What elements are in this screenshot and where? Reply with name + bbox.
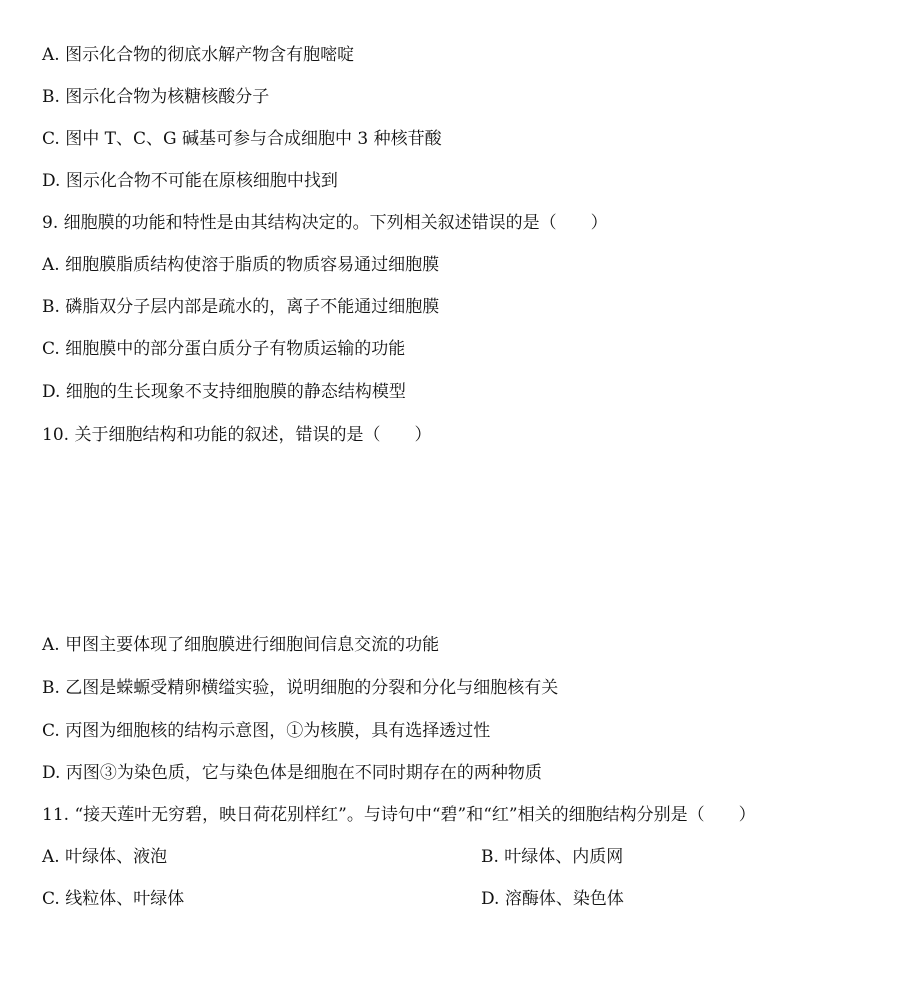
q8-option-b: B. 图示化合物为核糖核酸分子 — [42, 87, 270, 107]
q9-stem: 9. 细胞膜的功能和特性是由其结构决定的。下列相关叙述错误的是（ ） — [42, 213, 608, 233]
q11-option-b: B. 叶绿体、内质网 — [481, 847, 624, 867]
q10-figure-area — [42, 460, 842, 620]
q9-option-d: D. 细胞的生长现象不支持细胞膜的静态结构模型 — [42, 382, 406, 402]
q11-stem: 11. “接天莲叶无穷碧，映日荷花别样红”。与诗句中“碧”和“红”相关的细胞结构分别是（ ） — [42, 805, 756, 825]
q11-option-a: A. 叶绿体、液泡 — [42, 847, 168, 867]
q11-option-d: D. 溶酶体、染色体 — [481, 889, 624, 909]
q10-option-b: B. 乙图是蝾螈受精卵横缢实验，说明细胞的分裂和分化与细胞核有关 — [42, 678, 559, 698]
q8-option-d: D. 图示化合物不可能在原核细胞中找到 — [42, 171, 338, 191]
q9-option-a: A. 细胞膜脂质结构使溶于脂质的物质容易通过细胞膜 — [42, 255, 440, 275]
q11-option-c: C. 线粒体、叶绿体 — [42, 889, 185, 909]
q10-option-d: D. 丙图③为染色质，它与染色体是细胞在不同时期存在的两种物质 — [42, 763, 542, 783]
q9-option-b: B. 磷脂双分子层内部是疏水的，离子不能通过细胞膜 — [42, 297, 440, 317]
q10-stem: 10. 关于细胞结构和功能的叙述，错误的是（ ） — [42, 425, 432, 445]
q10-option-c: C. 丙图为细胞核的结构示意图，①为核膜，具有选择透过性 — [42, 721, 491, 741]
q9-option-c: C. 细胞膜中的部分蛋白质分子有物质运输的功能 — [42, 339, 406, 359]
q10-option-a: A. 甲图主要体现了细胞膜进行细胞间信息交流的功能 — [42, 635, 440, 655]
q8-option-c: C. 图中 T、C、G 碱基可参与合成细胞中 3 种核苷酸 — [42, 129, 442, 149]
q8-option-a: A. 图示化合物的彻底水解产物含有胞嘧啶 — [42, 45, 355, 65]
